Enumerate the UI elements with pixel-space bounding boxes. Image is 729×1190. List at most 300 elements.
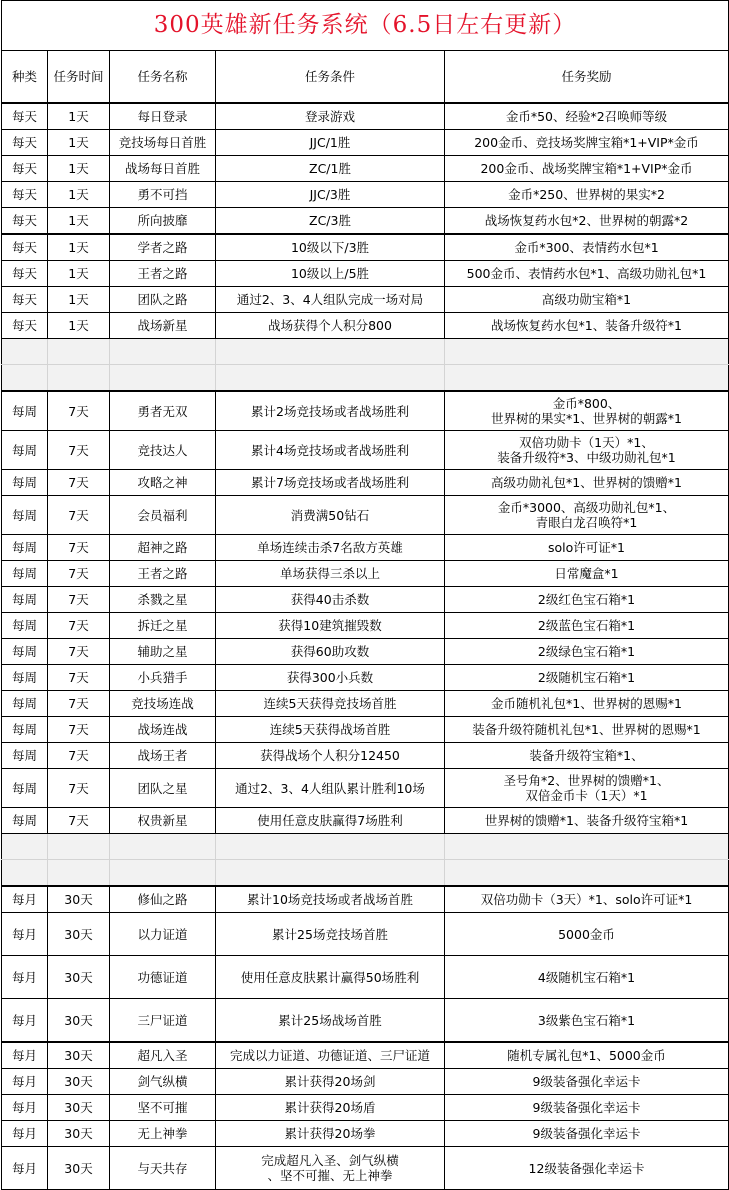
task-name-text: 功德证道 bbox=[137, 969, 188, 985]
task-time-text: 7天 bbox=[68, 507, 89, 523]
task-kind-text: 每天 bbox=[11, 240, 37, 255]
task-condition-text: 登录游戏 bbox=[304, 109, 355, 124]
task-condition-text: 获得10建筑摧毁数 bbox=[278, 618, 382, 633]
task-reward-text: 金币*300、表情药水包*1 bbox=[514, 240, 659, 255]
blank-cell bbox=[2, 339, 48, 365]
task-reward-text: 4级随机宝石箱*1 bbox=[537, 969, 636, 985]
task-reward-text: 双倍功勋卡（1天）*1、 bbox=[519, 435, 654, 450]
task-reward bbox=[445, 1121, 729, 1147]
task-time bbox=[48, 313, 110, 339]
task-name bbox=[110, 743, 216, 769]
task-condition bbox=[216, 1121, 445, 1147]
task-condition bbox=[216, 999, 445, 1043]
task-name-text: 三尸证道 bbox=[137, 1012, 188, 1028]
task-time bbox=[48, 234, 110, 261]
blank-cell bbox=[445, 834, 729, 860]
task-time-text: 30天 bbox=[64, 1126, 93, 1141]
task-reward bbox=[445, 130, 729, 156]
header-reward: 任务奖励 bbox=[445, 51, 729, 104]
task-condition-text: 累计获得20场剑 bbox=[284, 1074, 376, 1089]
task-time bbox=[48, 535, 110, 561]
task-reward bbox=[445, 665, 729, 691]
task-condition-text: 累计10场竞技场或者战场首胜 bbox=[247, 892, 413, 907]
task-time-text: 7天 bbox=[68, 722, 89, 737]
task-name bbox=[110, 1147, 216, 1190]
task-name-text: 团队之路 bbox=[137, 292, 188, 307]
task-time-text: 7天 bbox=[68, 566, 89, 581]
task-condition-text: 累计4场竞技场或者战场胜利 bbox=[251, 442, 409, 458]
task-reward bbox=[445, 1069, 729, 1095]
task-time bbox=[48, 913, 110, 956]
task-reward bbox=[445, 913, 729, 956]
task-time bbox=[48, 208, 110, 235]
task-time-text: 1天 bbox=[68, 266, 89, 281]
blank-cell bbox=[2, 860, 48, 887]
task-reward-text: 装备升级符随机礼包*1、世界树的恩赐*1 bbox=[472, 722, 701, 737]
task-kind bbox=[2, 130, 48, 156]
task-row bbox=[2, 886, 729, 913]
task-name bbox=[110, 261, 216, 287]
task-time-text: 1天 bbox=[68, 240, 89, 255]
task-condition-text: JJC/1胜 bbox=[309, 135, 351, 150]
task-condition-text: 单场连续击杀7名敌方英雄 bbox=[257, 540, 403, 555]
task-name bbox=[110, 717, 216, 743]
task-condition-text: 通过2、3、4人组队完成一场对局 bbox=[236, 292, 424, 307]
task-condition bbox=[216, 261, 445, 287]
task-time bbox=[48, 886, 110, 913]
task-reward bbox=[445, 234, 729, 261]
task-condition bbox=[216, 886, 445, 913]
task-time-text: 1天 bbox=[68, 135, 89, 150]
task-condition-text: 连续5天获得战场首胜 bbox=[269, 722, 391, 737]
task-kind-text: 每月 bbox=[11, 1012, 37, 1028]
task-time bbox=[48, 691, 110, 717]
task-reward bbox=[445, 769, 729, 808]
task-row bbox=[2, 391, 729, 431]
task-time bbox=[48, 1147, 110, 1190]
task-kind-text: 每天 bbox=[11, 318, 37, 333]
task-reward bbox=[445, 391, 729, 431]
task-kind bbox=[2, 769, 48, 808]
task-reward-text-line2: 青眼白龙召唤符*1 bbox=[535, 515, 638, 530]
task-name-text: 拆迁之星 bbox=[137, 618, 188, 633]
task-kind bbox=[2, 1042, 48, 1069]
task-reward bbox=[445, 182, 729, 208]
task-kind bbox=[2, 561, 48, 587]
task-time-text: 30天 bbox=[64, 926, 93, 942]
task-reward bbox=[445, 313, 729, 339]
task-name bbox=[110, 287, 216, 313]
task-reward-text: 金币*800、 bbox=[552, 396, 621, 411]
task-row bbox=[2, 743, 729, 769]
task-reward bbox=[445, 808, 729, 834]
sheet-title: 300英雄新任务系统（6.5日左右更新） bbox=[2, 1, 729, 51]
task-condition-text: 获得60助攻数 bbox=[290, 644, 370, 659]
task-name-text: 超神之路 bbox=[137, 540, 188, 555]
task-reward bbox=[445, 613, 729, 639]
task-reward bbox=[445, 886, 729, 913]
task-row bbox=[2, 665, 729, 691]
task-row bbox=[2, 587, 729, 613]
task-time-text: 1天 bbox=[68, 292, 89, 307]
task-kind-text: 每月 bbox=[11, 1126, 37, 1141]
task-name-text: 竞技场每日首胜 bbox=[118, 135, 207, 150]
blank-cell bbox=[48, 834, 110, 860]
task-kind-text: 每周 bbox=[11, 696, 37, 711]
task-name bbox=[110, 431, 216, 470]
blank-row bbox=[2, 339, 729, 365]
task-reward-text: 2级随机宝石箱*1 bbox=[537, 670, 636, 685]
task-reward-text: 200金币、竞技场奖牌宝箱*1+VIP*金币 bbox=[474, 135, 699, 150]
task-kind bbox=[2, 613, 48, 639]
task-condition-text: 累计获得20场拳 bbox=[284, 1126, 376, 1141]
task-condition-text: 完成超凡入圣、剑气纵横 bbox=[261, 1153, 399, 1168]
task-condition bbox=[216, 717, 445, 743]
blank-row bbox=[2, 834, 729, 860]
task-name bbox=[110, 182, 216, 208]
task-reward-text: 金币*50、经验*2召唤师等级 bbox=[505, 109, 668, 124]
task-condition-text: 累计25场战场首胜 bbox=[278, 1012, 382, 1028]
task-condition-text: 完成以力证道、功德证道、三尸证道 bbox=[229, 1048, 430, 1063]
task-name bbox=[110, 208, 216, 235]
task-time-text: 7天 bbox=[68, 403, 89, 419]
task-reward-text-line2: 双倍金币卡（1天）*1 bbox=[525, 788, 648, 803]
task-time bbox=[48, 1095, 110, 1121]
task-kind bbox=[2, 717, 48, 743]
task-kind-text: 每周 bbox=[11, 644, 37, 659]
task-kind-text: 每天 bbox=[11, 292, 37, 307]
task-name-text: 超凡入圣 bbox=[137, 1048, 188, 1063]
task-condition bbox=[216, 535, 445, 561]
task-row bbox=[2, 287, 729, 313]
task-name-text: 竞技达人 bbox=[137, 442, 188, 458]
task-name-text: 团队之星 bbox=[137, 780, 188, 796]
task-name-text: 勇不可挡 bbox=[137, 187, 188, 202]
task-name-text: 无上神拳 bbox=[137, 1126, 188, 1141]
task-condition bbox=[216, 470, 445, 496]
task-name-text: 战场王者 bbox=[137, 748, 188, 763]
task-condition bbox=[216, 431, 445, 470]
task-kind-text: 每月 bbox=[11, 1048, 37, 1063]
task-row bbox=[2, 313, 729, 339]
task-time-text: 30天 bbox=[64, 969, 93, 985]
task-kind-text: 每周 bbox=[11, 566, 37, 581]
task-reward-text: 高级功勋宝箱*1 bbox=[541, 292, 632, 307]
task-reward bbox=[445, 261, 729, 287]
task-time-text: 7天 bbox=[68, 618, 89, 633]
task-kind-text: 每周 bbox=[11, 403, 37, 419]
task-time bbox=[48, 613, 110, 639]
task-reward bbox=[445, 1095, 729, 1121]
blank-cell bbox=[445, 365, 729, 392]
task-kind-text: 每天 bbox=[11, 161, 37, 176]
task-time bbox=[48, 391, 110, 431]
task-row bbox=[2, 561, 729, 587]
task-reward-text: 3级紫色宝石箱*1 bbox=[537, 1012, 636, 1028]
task-reward bbox=[445, 717, 729, 743]
task-time bbox=[48, 182, 110, 208]
task-name bbox=[110, 913, 216, 956]
task-time bbox=[48, 470, 110, 496]
task-reward bbox=[445, 156, 729, 182]
blank-row bbox=[2, 365, 729, 392]
task-condition bbox=[216, 103, 445, 130]
task-condition bbox=[216, 956, 445, 999]
task-reward-text-line2: 装备升级符*3、中级功勋礼包*1 bbox=[497, 450, 676, 465]
task-table bbox=[1, 0, 729, 1190]
blank-cell bbox=[216, 339, 445, 365]
task-row bbox=[2, 431, 729, 470]
task-reward bbox=[445, 470, 729, 496]
task-reward-text: 金币*250、世界树的果实*2 bbox=[508, 187, 665, 202]
task-kind-text: 每周 bbox=[11, 670, 37, 685]
blank-row bbox=[2, 860, 729, 887]
task-row bbox=[2, 1147, 729, 1190]
task-time-text: 7天 bbox=[68, 475, 89, 490]
task-condition-text: 累计25场竞技场首胜 bbox=[272, 926, 388, 942]
task-name bbox=[110, 808, 216, 834]
task-time bbox=[48, 1042, 110, 1069]
task-reward bbox=[445, 561, 729, 587]
task-name bbox=[110, 691, 216, 717]
task-name bbox=[110, 535, 216, 561]
task-name bbox=[110, 561, 216, 587]
task-kind bbox=[2, 182, 48, 208]
task-name-text: 攻略之神 bbox=[137, 475, 188, 490]
task-kind-text: 每周 bbox=[11, 592, 37, 607]
task-name-text: 杀戮之星 bbox=[137, 592, 188, 607]
task-condition bbox=[216, 234, 445, 261]
task-reward bbox=[445, 639, 729, 665]
task-condition-text: JJC/3胜 bbox=[309, 187, 351, 202]
blank-cell bbox=[110, 365, 216, 392]
task-condition bbox=[216, 1042, 445, 1069]
task-row bbox=[2, 234, 729, 261]
task-row bbox=[2, 535, 729, 561]
task-time bbox=[48, 639, 110, 665]
task-name bbox=[110, 587, 216, 613]
task-time bbox=[48, 103, 110, 130]
task-time-text: 30天 bbox=[64, 1100, 93, 1115]
task-kind-text: 每天 bbox=[11, 187, 37, 202]
blank-cell bbox=[48, 860, 110, 887]
task-kind bbox=[2, 665, 48, 691]
task-name-text: 战场连战 bbox=[137, 722, 188, 737]
task-kind-text: 每天 bbox=[11, 266, 37, 281]
task-kind-text: 每周 bbox=[11, 618, 37, 633]
task-reward-text: 世界树的馈赠*1、装备升级符宝箱*1 bbox=[484, 813, 689, 828]
blank-cell bbox=[216, 365, 445, 392]
task-reward-text-line2: 世界树的果实*1、世界树的朝露*1 bbox=[491, 411, 682, 426]
task-time bbox=[48, 1121, 110, 1147]
task-time-text: 30天 bbox=[64, 1160, 93, 1176]
task-reward-text: 金币随机礼包*1、世界树的恩赐*1 bbox=[491, 696, 682, 711]
task-condition bbox=[216, 208, 445, 235]
task-condition-text: 战场获得个人积分800 bbox=[268, 318, 392, 333]
task-row bbox=[2, 103, 729, 130]
task-reward-text: 战场恢复药水包*2、世界树的朝露*2 bbox=[484, 213, 689, 228]
task-kind bbox=[2, 287, 48, 313]
blank-cell bbox=[216, 834, 445, 860]
task-time-text: 1天 bbox=[68, 187, 89, 202]
task-condition bbox=[216, 613, 445, 639]
task-kind bbox=[2, 313, 48, 339]
task-reward-text: 500金币、表情药水包*1、高级功勋礼包*1 bbox=[466, 266, 707, 281]
task-name bbox=[110, 613, 216, 639]
task-kind-text: 每月 bbox=[11, 969, 37, 985]
task-name-text: 与天共存 bbox=[137, 1160, 188, 1176]
task-name bbox=[110, 639, 216, 665]
task-reward-text: 双倍功勋卡（3天）*1、solo许可证*1 bbox=[480, 892, 693, 907]
task-condition-text: 使用任意皮肤累计赢得50场胜利 bbox=[240, 969, 420, 985]
task-name bbox=[110, 769, 216, 808]
task-name bbox=[110, 130, 216, 156]
task-row bbox=[2, 769, 729, 808]
task-condition-text: 消费满50钻石 bbox=[290, 507, 370, 523]
task-row bbox=[2, 130, 729, 156]
task-reward-text: 日常魔盒*1 bbox=[554, 566, 619, 581]
task-name bbox=[110, 234, 216, 261]
task-kind bbox=[2, 691, 48, 717]
task-condition-text-line2: 、坚不可摧、无上神拳 bbox=[267, 1168, 393, 1183]
task-kind bbox=[2, 1121, 48, 1147]
task-kind bbox=[2, 913, 48, 956]
task-name-text: 学者之路 bbox=[137, 240, 188, 255]
task-time-text: 7天 bbox=[68, 813, 89, 828]
task-condition-text: 累计7场竞技场或者战场胜利 bbox=[251, 475, 409, 490]
task-condition bbox=[216, 561, 445, 587]
task-kind bbox=[2, 1069, 48, 1095]
task-reward-text: 5000金币 bbox=[558, 926, 615, 942]
task-condition-text: 获得40击杀数 bbox=[290, 592, 370, 607]
task-time-text: 7天 bbox=[68, 696, 89, 711]
task-kind-text: 每月 bbox=[11, 1160, 37, 1176]
task-row bbox=[2, 956, 729, 999]
blank-cell bbox=[110, 834, 216, 860]
task-condition bbox=[216, 287, 445, 313]
task-reward-text: 战场恢复药水包*1、装备升级符*1 bbox=[491, 318, 682, 333]
task-kind-text: 每周 bbox=[11, 475, 37, 490]
task-name bbox=[110, 665, 216, 691]
task-row bbox=[2, 156, 729, 182]
task-kind bbox=[2, 208, 48, 235]
task-name bbox=[110, 999, 216, 1043]
task-reward bbox=[445, 1147, 729, 1190]
task-name-text: 会员福利 bbox=[137, 507, 188, 523]
task-reward bbox=[445, 208, 729, 235]
task-kind-text: 每月 bbox=[11, 926, 37, 942]
task-reward bbox=[445, 287, 729, 313]
task-reward bbox=[445, 956, 729, 999]
task-time-text: 7天 bbox=[68, 644, 89, 659]
task-reward bbox=[445, 535, 729, 561]
task-name-text: 剑气纵横 bbox=[137, 1074, 188, 1089]
task-name-text: 战场新星 bbox=[137, 318, 188, 333]
task-reward bbox=[445, 431, 729, 470]
task-time bbox=[48, 717, 110, 743]
task-time bbox=[48, 743, 110, 769]
task-condition bbox=[216, 130, 445, 156]
task-kind-text: 每月 bbox=[11, 1074, 37, 1089]
task-kind bbox=[2, 470, 48, 496]
task-name-text: 以力证道 bbox=[137, 926, 188, 942]
task-row bbox=[2, 208, 729, 235]
task-reward-text: solo许可证*1 bbox=[548, 540, 625, 555]
task-reward bbox=[445, 999, 729, 1043]
task-time bbox=[48, 808, 110, 834]
task-condition bbox=[216, 913, 445, 956]
task-name bbox=[110, 956, 216, 999]
task-time-text: 30天 bbox=[64, 892, 93, 907]
task-time bbox=[48, 587, 110, 613]
task-reward-text: 2级红色宝石箱*1 bbox=[537, 592, 636, 607]
task-time-text: 7天 bbox=[68, 540, 89, 555]
task-time-text: 1天 bbox=[68, 109, 89, 124]
task-condition bbox=[216, 587, 445, 613]
task-time-text: 1天 bbox=[68, 318, 89, 333]
task-kind bbox=[2, 1147, 48, 1190]
task-time-text: 7天 bbox=[68, 670, 89, 685]
task-time bbox=[48, 261, 110, 287]
task-row bbox=[2, 808, 729, 834]
task-kind-text: 每周 bbox=[11, 722, 37, 737]
task-row bbox=[2, 639, 729, 665]
task-name bbox=[110, 496, 216, 535]
header-row bbox=[2, 51, 729, 104]
task-condition-text: 使用任意皮肤赢得7场胜利 bbox=[257, 813, 403, 828]
task-reward-text: 2级蓝色宝石箱*1 bbox=[537, 618, 636, 633]
task-kind-text: 每月 bbox=[11, 1100, 37, 1115]
task-time bbox=[48, 496, 110, 535]
task-row bbox=[2, 1121, 729, 1147]
task-condition bbox=[216, 1147, 445, 1190]
task-name bbox=[110, 103, 216, 130]
task-row bbox=[2, 470, 729, 496]
task-condition bbox=[216, 1069, 445, 1095]
task-condition bbox=[216, 743, 445, 769]
task-condition-text: 累计2场竞技场或者战场胜利 bbox=[251, 403, 409, 419]
task-reward bbox=[445, 1042, 729, 1069]
header-condition: 任务条件 bbox=[216, 51, 445, 104]
task-condition bbox=[216, 769, 445, 808]
task-time bbox=[48, 956, 110, 999]
task-reward-text: 9级装备强化幸运卡 bbox=[532, 1074, 641, 1089]
task-name-text: 小兵猎手 bbox=[137, 670, 188, 685]
task-time-text: 7天 bbox=[68, 592, 89, 607]
task-time-text: 7天 bbox=[68, 442, 89, 458]
task-kind bbox=[2, 639, 48, 665]
task-kind bbox=[2, 999, 48, 1043]
task-name-text: 辅助之星 bbox=[137, 644, 188, 659]
task-row bbox=[2, 261, 729, 287]
task-time bbox=[48, 999, 110, 1043]
task-row bbox=[2, 999, 729, 1043]
task-kind bbox=[2, 535, 48, 561]
task-name-text: 勇者无双 bbox=[137, 403, 188, 419]
task-name bbox=[110, 391, 216, 431]
task-reward bbox=[445, 587, 729, 613]
task-row bbox=[2, 1069, 729, 1095]
task-name-text: 王者之路 bbox=[137, 266, 188, 281]
task-kind bbox=[2, 1095, 48, 1121]
task-reward-text: 200金币、战场奖牌宝箱*1+VIP*金币 bbox=[480, 161, 693, 176]
task-kind bbox=[2, 587, 48, 613]
task-time bbox=[48, 561, 110, 587]
task-time-text: 1天 bbox=[68, 161, 89, 176]
task-time-text: 30天 bbox=[64, 1048, 93, 1063]
task-name-text: 王者之路 bbox=[137, 566, 188, 581]
task-kind-text: 每周 bbox=[11, 507, 37, 523]
